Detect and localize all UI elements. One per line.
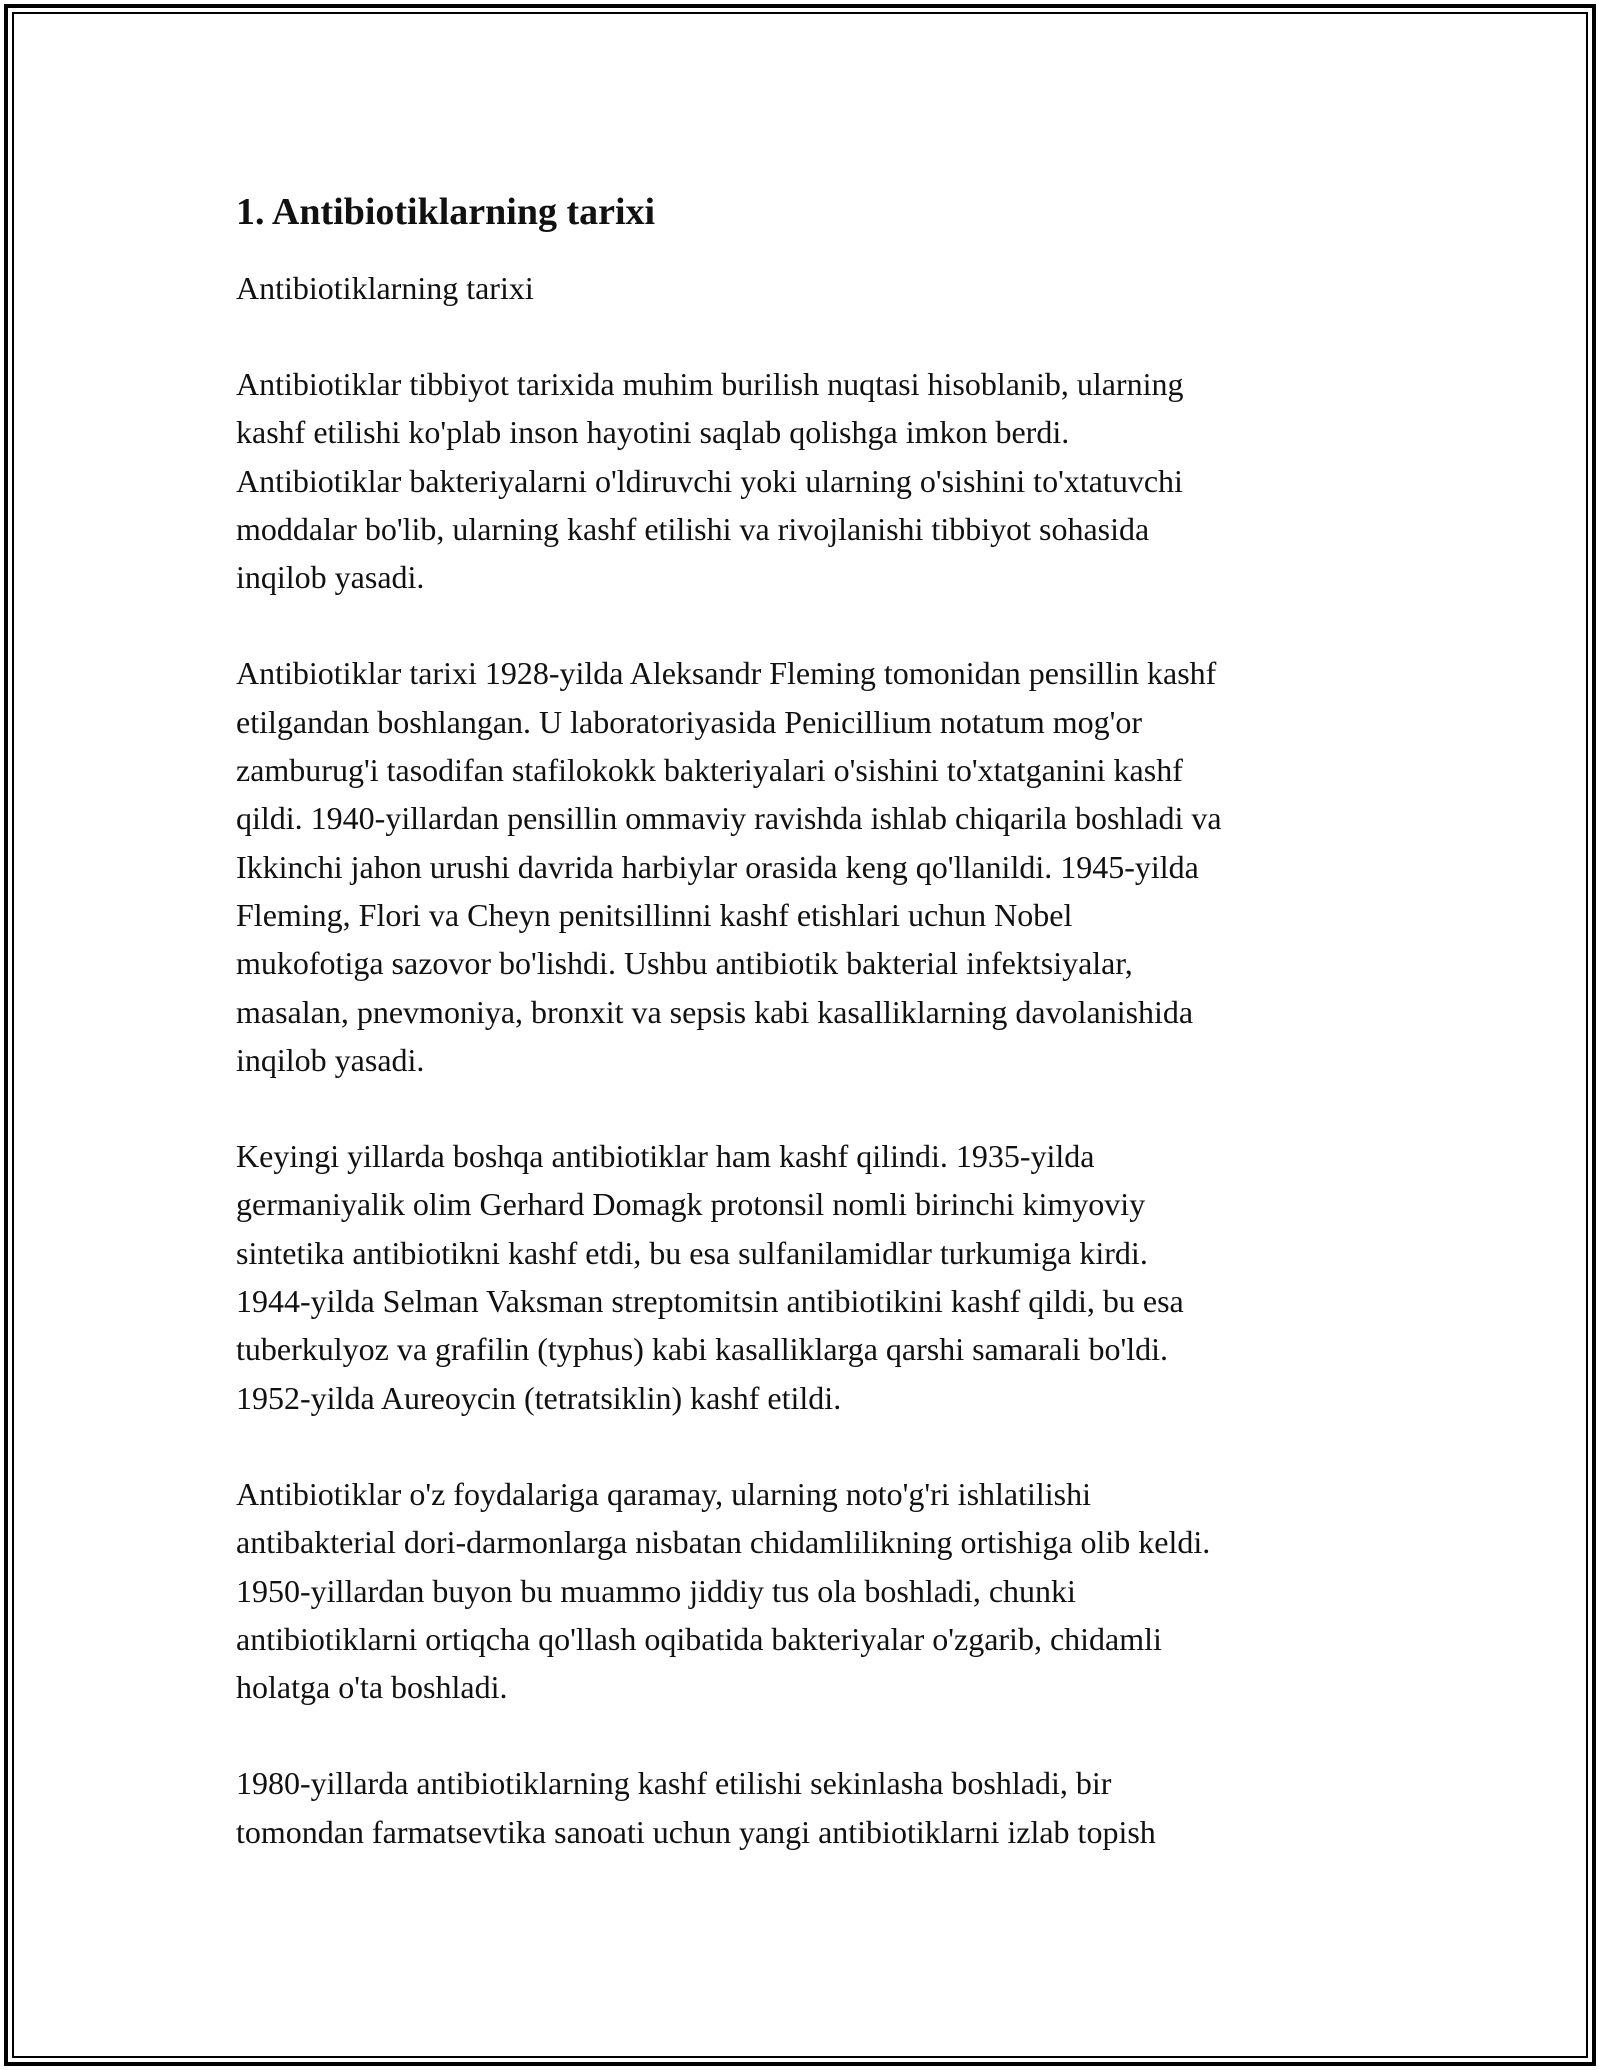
paragraph-resistance: Antibiotiklar o'z foydalariga qaramay, ularning noto'g'ri ishlatilishi antibakterial dori-darmonlarga nisbatan chidamlilikning ortishiga olib keldi. 1950-yillardan buyon bu muammo jiddiy tus ola boshladi, chunki antibiotiklarni ortiqcha qo'llash oqibatida bakteriyalar o'zgarib, chidamli holatga o'ta boshladi. [236, 1475, 1211, 1706]
document-body [236, 188, 1386, 1904]
section-heading: 1. Antibiotiklarning tarixi [236, 191, 656, 233]
section-subtitle: Antibiotiklarning tarixi [236, 270, 534, 306]
paragraph-later-discoveries: Keyingi yillarda boshqa antibiotiklar ham kashf qilindi. 1935-yilda germaniyalik olim Gerhard Domagk protonsil nomli birinchi kimyoviy sintetika antibiotikni kashf etdi, bu esa sulfanilamidlar turkumiga kirdi. 1944-yilda Selman Vaksman streptomitsin antibiotikini kashf qildi, bu esa tuberkulyoz va grafilin (typhus) kabi kasalliklarga qarshi samarali bo'ldi. 1952-yilda Aureoycin (tetratsiklin) kashf etildi. [236, 1138, 1184, 1416]
paragraph-intro: Antibiotiklar tibbiyot tarixida muhim burilish nuqtasi hisoblanib, ularning kashf etilishi ko'plab inson hayotini saqlab qolishga imkon berdi. Antibiotiklar bakteriyalarni o'ldiruvchi yoki ularning o'sishini to'xtatuvchi moddalar bo'lib, ularning kashf etilishi va rivojlanishi tibbiyot sohasida inqilob yasadi. [236, 366, 1184, 596]
paragraph-fleming: Antibiotiklar tarixi 1928-yilda Aleksandr Fleming tomonidan pensillin kashf etilgandan boshlangan. U laboratoriyasida Penicillium notatum mog'or zamburug'i tasodifan stafilokokk bakteriyalari o'sishini to'xtatganini kashf qildi. 1940-yillardan pensillin ommaviy ravishda ishlab chiqarila boshladi va Ikkinchi jahon urushi davrida harbiylar orasida keng qo'llanildi. 1945-yilda Fleming, Flori va Cheyn penitsillinni kashf etishlari uchun Nobel mukofotiga sazovor bo'lishdi. Ushbu antibiotik bakterial infektsiyalar, masalan, pnevmoniya, bronxit va sepsis kabi kasalliklarning davolanishida inqilob yasadi. [236, 655, 1222, 1078]
paragraph-1980s: 1980-yillarda antibiotiklarning kashf etilishi sekinlasha boshladi, bir tomondan farmatsevtika sanoati uchun yangi antibiotiklarni izlab topish [236, 1765, 1156, 1850]
